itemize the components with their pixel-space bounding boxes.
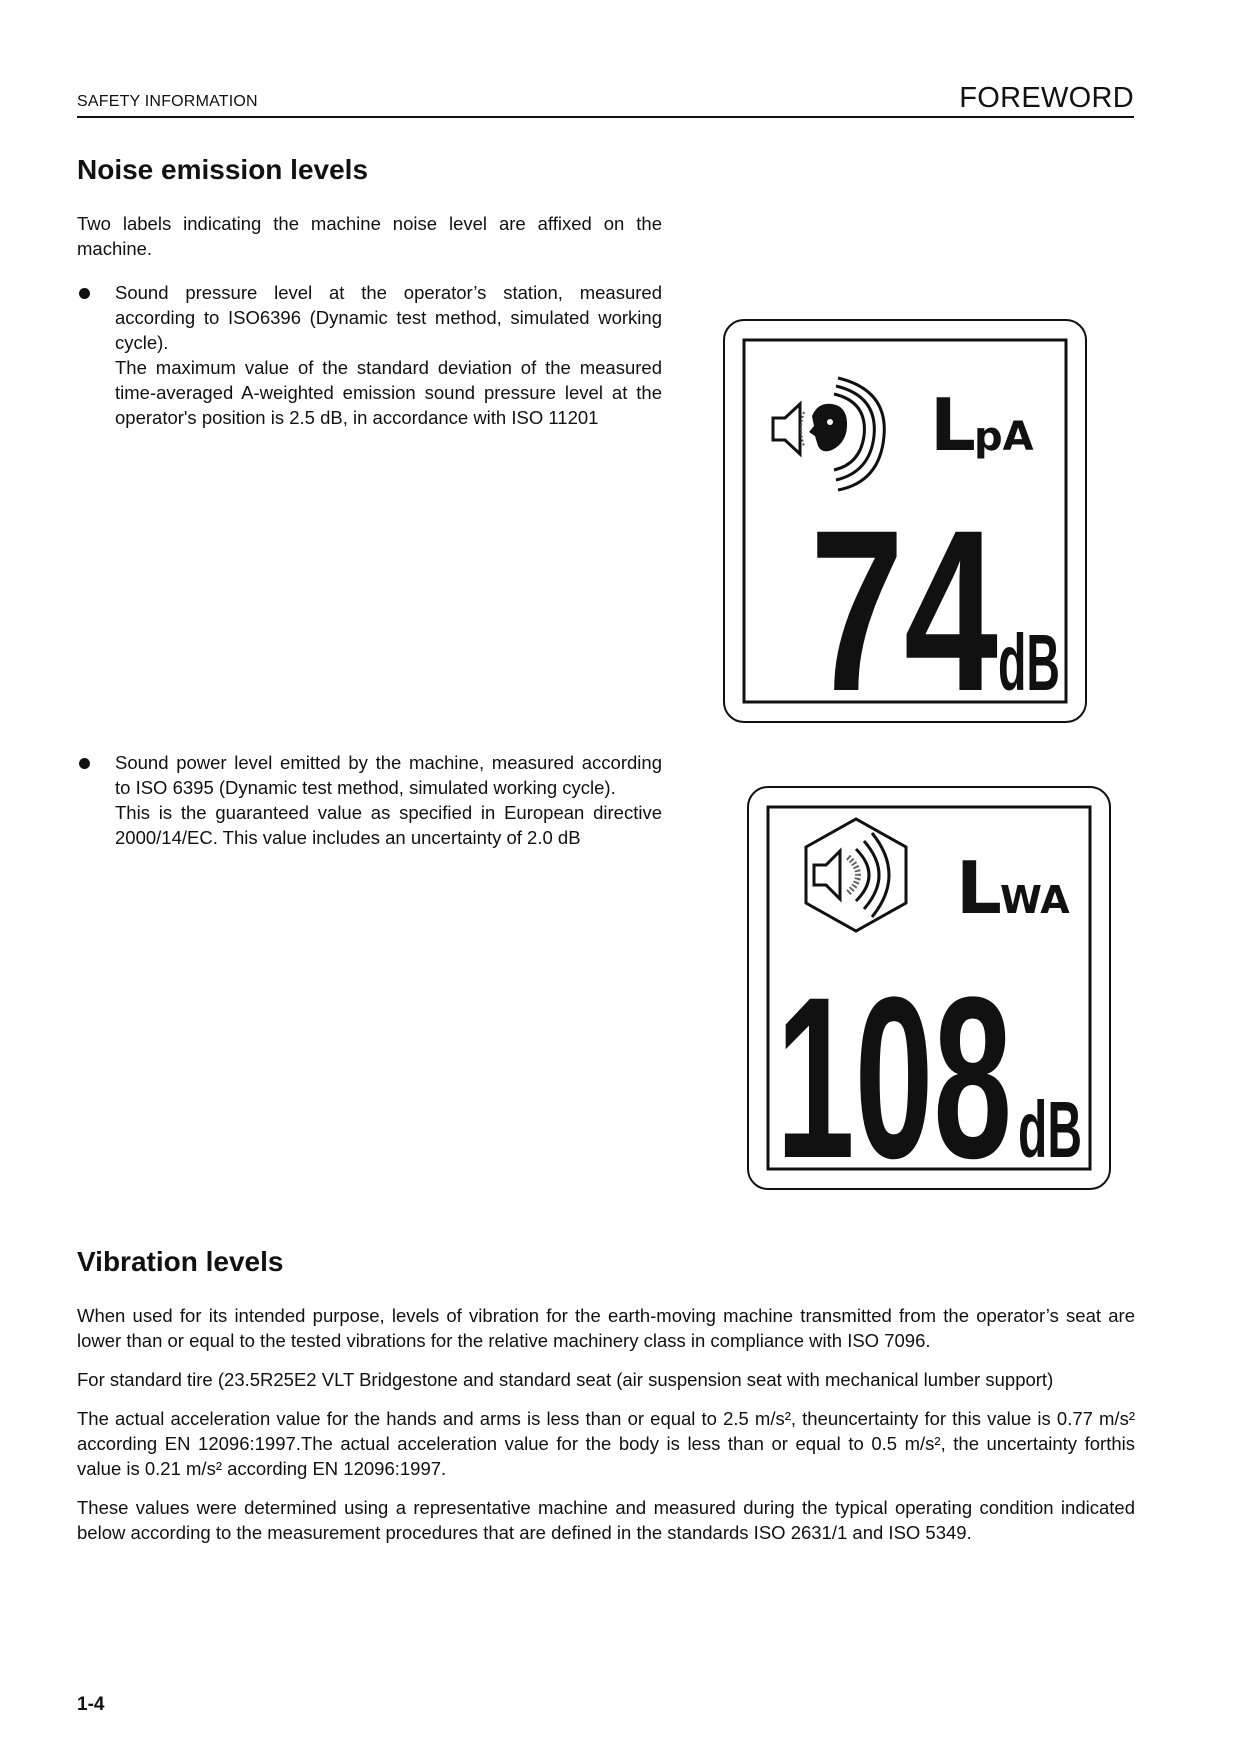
noise-intro-text: Two labels indicating the machine noise level are affixed on the machine.: [77, 213, 662, 259]
noise-section-title: Noise emission levels: [77, 154, 369, 185]
running-header-chapter: FOREWORD: [959, 82, 1134, 114]
lwa-noise-label: [746, 785, 1112, 1191]
lpa-unit: dB: [998, 618, 1060, 707]
vibration-section-title: Vibration levels: [77, 1246, 284, 1277]
bullet-sound-pressure-line2: The maximum value of the standard deviation of the measured time-averaged A-weighted emission sound pressure level at the operator's position is 2.5 dB, in accordance with ISO 11201: [115, 357, 662, 428]
bullet-sound-pressure-line1: Sound pressure level at the operator’s station, measured according to ISO6396 (Dynamic test method, simulated working cycle).: [115, 282, 662, 353]
lpa-value: 74: [810, 482, 998, 724]
vibration-paragraph: These values were determined using a representative machine and measured during the typical operating condition indicated below according to the measurement procedures that are defined in the standards ISO 2631/1 and ISO 5349.: [77, 1497, 1135, 1543]
bullet-sound-power: [77, 750, 662, 850]
lwa-symbol: L: [956, 846, 1002, 930]
page-number: 1-4: [77, 1694, 105, 1715]
vibration-paragraph: When used for its intended purpose, levels of vibration for the earth-moving machine transmitted from the operator’s seat are lower than or equal to the tested vibrations for the relative machinery class in compliance with ISO 7096.: [77, 1305, 1135, 1351]
bullet-sound-pressure: [77, 280, 662, 430]
vibration-paragraph: The actual acceleration value for the hands and arms is less than or equal to 2.5 m/s², theuncertainty for this value is 0.77 m/s² according EN 12096:1997.The actual acceleration value for the body is less than or equal to 0.5 m/s², the uncertainty forthis value is 0.21 m/s² according EN 12096:1997.: [77, 1408, 1135, 1479]
bullet-sound-power-line2: This is the guaranteed value as specified in European directive 2000/14/EC. This value includes an uncertainty of 2.0 dB: [115, 802, 662, 848]
lwa-unit: dB: [1018, 1085, 1082, 1174]
noise-intro: [77, 211, 662, 261]
lwa-value: 108: [776, 949, 1012, 1191]
running-header-section: SAFETY INFORMATION: [77, 93, 258, 110]
vibration-body: [77, 1303, 1135, 1545]
header-divider: [77, 116, 1134, 118]
lwa-symbol-subscript: WA: [1000, 878, 1070, 922]
bullet-sound-power-line1: Sound power level emitted by the machine, measured according to ISO 6395 (Dynamic test method, simulated working cycle).: [115, 752, 662, 798]
lpa-noise-label: [722, 318, 1088, 724]
lpa-symbol-subscript: pA: [974, 414, 1034, 460]
bullet-icon: [79, 758, 90, 769]
lpa-symbol: L: [930, 383, 976, 467]
vibration-paragraph: For standard tire (23.5R25E2 VLT Bridgestone and standard seat (air suspension seat with mechanical lumber support): [77, 1369, 1054, 1390]
bullet-icon: [79, 288, 90, 299]
